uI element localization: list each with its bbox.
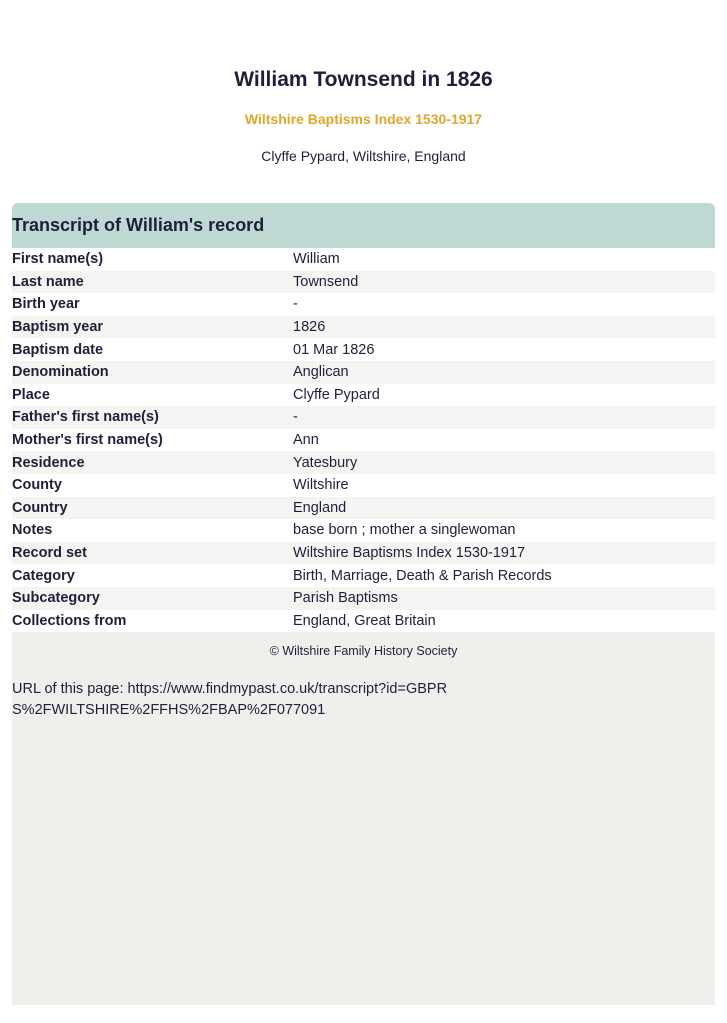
field-value: Birth, Marriage, Death & Parish Records <box>293 567 552 584</box>
field-label: County <box>12 477 62 494</box>
transcript-panel <box>12 203 715 1005</box>
table-row <box>12 271 715 294</box>
field-value: Clyffe Pypard <box>293 386 380 403</box>
field-value: England <box>293 499 347 516</box>
field-label: Last name <box>12 273 84 290</box>
field-label: Baptism date <box>12 341 104 358</box>
field-label: Place <box>12 386 50 403</box>
table-row <box>12 293 715 316</box>
field-value: base born ; mother a singlewoman <box>293 522 516 539</box>
table-row <box>12 587 715 610</box>
table-row <box>12 361 715 384</box>
table-row <box>12 429 715 452</box>
field-label: Collections from <box>12 612 127 629</box>
field-label: Notes <box>12 522 53 539</box>
field-value: 01 Mar 1826 <box>293 341 375 358</box>
page-url: URL of this page: https://www.findmypast.co.uk/transcript?id=GBPRS%2FWILTSHIRE%2FFHS%2FBAP%2F077091 <box>12 681 448 719</box>
table-row <box>12 248 715 271</box>
table-row <box>12 474 715 497</box>
table-row <box>12 338 715 361</box>
field-label: Father's first name(s) <box>12 409 159 426</box>
table-row <box>12 451 715 474</box>
table-row <box>12 542 715 565</box>
field-label: Country <box>12 499 68 516</box>
field-label: Residence <box>12 454 85 471</box>
record-set-subtitle[interactable]: Wiltshire Baptisms Index 1530-1917 <box>244 111 483 127</box>
field-label: Category <box>12 567 75 584</box>
copyright-notice: © Wiltshire Family History Society <box>269 644 458 659</box>
field-value: Anglican <box>293 364 349 381</box>
table-row <box>12 564 715 587</box>
table-row <box>12 316 715 339</box>
field-label: Mother's first name(s) <box>12 432 163 449</box>
field-label: Denomination <box>12 364 109 381</box>
field-label: Baptism year <box>12 319 104 336</box>
field-value: - <box>293 409 298 426</box>
field-value: England, Great Britain <box>293 612 436 629</box>
field-label: Record set <box>12 545 87 562</box>
field-value: - <box>293 296 298 313</box>
field-value: Wiltshire Baptisms Index 1530-1917 <box>293 545 526 562</box>
transcript-table <box>12 248 715 632</box>
table-row <box>12 519 715 542</box>
table-row <box>12 406 715 429</box>
table-row <box>12 497 715 520</box>
field-value: Ann <box>293 432 319 449</box>
field-value: Parish Baptisms <box>293 590 398 607</box>
field-label: Birth year <box>12 296 80 313</box>
page-title: William Townsend in 1826 <box>234 68 493 91</box>
field-value: William <box>293 251 340 268</box>
record-location: Clyffe Pypard, Wiltshire, England <box>261 148 466 164</box>
field-value: 1826 <box>293 319 326 336</box>
table-row <box>12 384 715 407</box>
transcript-heading: Transcript of William's record <box>12 203 715 248</box>
field-label: First name(s) <box>12 251 104 268</box>
table-row <box>12 610 715 633</box>
field-value: Wiltshire <box>293 477 349 494</box>
field-label: Subcategory <box>12 590 100 607</box>
field-value: Yatesbury <box>293 454 358 471</box>
field-value: Townsend <box>293 273 359 290</box>
